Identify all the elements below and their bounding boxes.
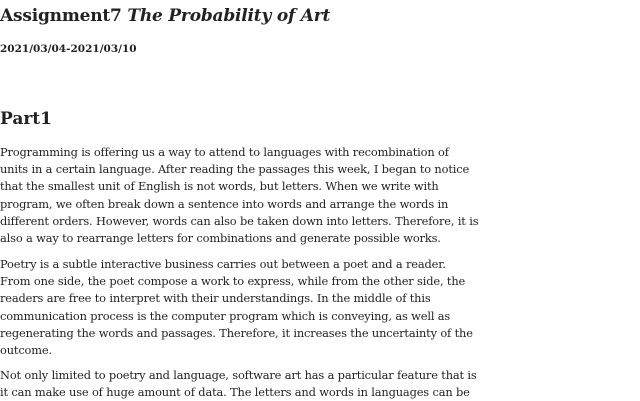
section-heading-part1: Part1 bbox=[0, 109, 52, 129]
paragraph-line: that the smallest unit of English is not words, but letters. When we write with bbox=[0, 179, 439, 194]
title-main: Assignment7 bbox=[0, 6, 122, 26]
paragraph-line: Poetry is a subtle interactive business carries out between a poet and a reader. bbox=[0, 257, 446, 271]
paragraph-line: outcome. bbox=[0, 343, 52, 358]
paragraph-line: readers are free to interpret with their understandings. In the middle of this bbox=[0, 291, 431, 306]
paragraph-line: Not only limited to poetry and language, software art has a particular feature that is bbox=[0, 368, 477, 382]
paragraph-line: it can make use of huge amount of data. The letters and words in languages can be bbox=[0, 385, 470, 400]
date-range: 2021/03/04-2021/03/10 bbox=[0, 43, 137, 55]
paragraph-line: Programming is offering us a way to attend to languages with recombination of bbox=[0, 145, 449, 159]
page-title bbox=[0, 6, 330, 26]
paragraph-line: units in a certain language. After reading the passages this week, I began to notice bbox=[0, 162, 470, 177]
paragraph-2 bbox=[0, 256, 473, 359]
paragraph-line: different orders. However, words can also be taken down into letters. Therefore, it is bbox=[0, 213, 479, 228]
paragraph-line: regenerating the words and passages. Therefore, it increases the uncertainty of the bbox=[0, 325, 473, 340]
paragraph-line: From one side, the poet compose a work to express, while from the other side, the bbox=[0, 274, 466, 289]
paragraph-line: communication process is the computer program which is conveying, as well as bbox=[0, 308, 451, 323]
paragraph-line: program, we often break down a sentence into words and arrange the words in bbox=[0, 196, 449, 211]
paragraph-3 bbox=[0, 367, 477, 401]
paragraph-line: also a way to rearrange letters for combinations and generate possible works. bbox=[0, 231, 441, 246]
title-subtitle: The Probability of Art bbox=[127, 6, 331, 26]
paragraph-1 bbox=[0, 144, 479, 247]
